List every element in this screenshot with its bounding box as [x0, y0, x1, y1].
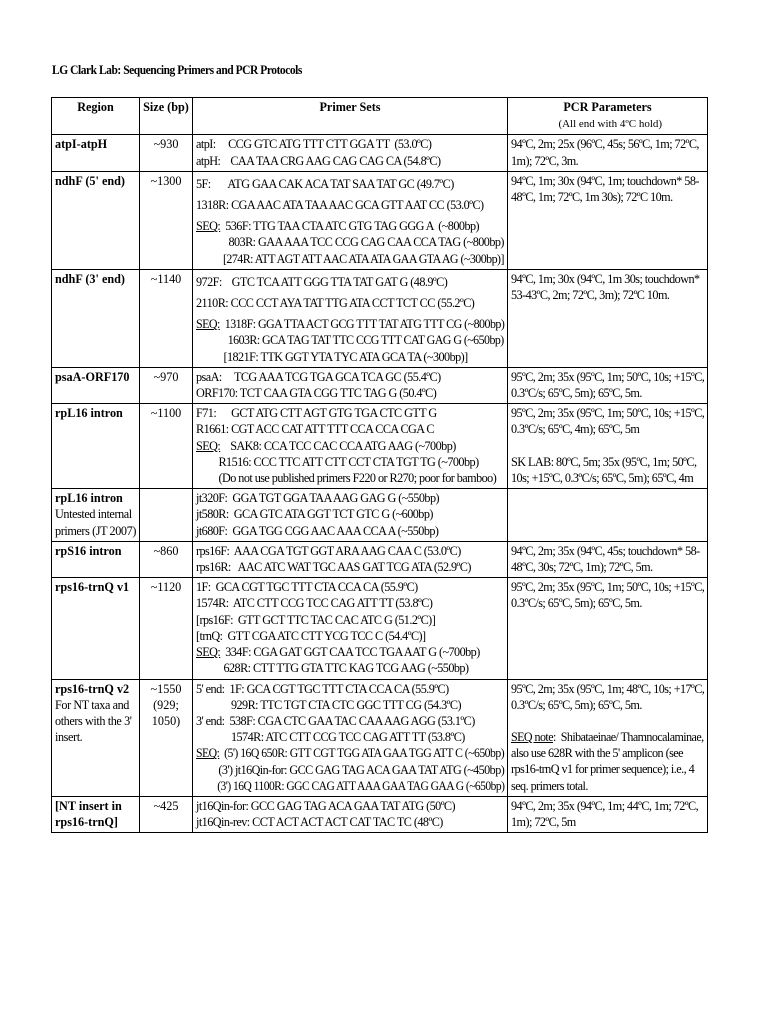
region-cell	[52, 135, 140, 171]
pcr-cell	[508, 796, 708, 832]
size-cell	[140, 541, 193, 577]
seq-label: SEQ:	[196, 746, 220, 761]
pcr-line: 95ºC, 2m; 35x (95ºC, 1m; 50ºC, 10s; +15ºC,	[511, 580, 705, 595]
pcr-line: 94ºC, 2m; 35x (94ºC, 45s; touchdown* 58-	[511, 543, 700, 558]
region-cell	[52, 171, 140, 269]
primer-line: rps16R: AAC ATC WAT TGC AAS GAT TCG ATA (52.9ºC)	[196, 560, 471, 575]
size-cell	[140, 679, 193, 796]
pcr-cell	[508, 578, 708, 679]
primer-line: rps16F: AAA CGA TGT GGT ARA AAG CAA C (53.0ºC)	[196, 543, 461, 558]
size-value: ~930	[153, 137, 179, 152]
primer-line: 2110R: CCC CCT AYA TAT TTG ATA CCT TCT CC (55.2ºC)	[196, 296, 475, 311]
region-note: For NT taxa and	[55, 697, 129, 712]
region-name: ndhF (5' end)	[55, 173, 125, 188]
primer-line: 1574R: ATC CTT CCG TCC CAG ATT TT (53.8ºC)	[196, 730, 465, 745]
primer-line: SEQ: 1318F: GGA TTA ACT GCG TTT TAT ATG TTT CG (~800bp)	[196, 317, 505, 332]
primer-line: R1516: CCC TTC ATT CTT CCT CTA TGT TG (~700bp)	[196, 454, 479, 469]
primer-line: 803R: GAA AAA TCC CCG CAG CAA CCA TAG (~800bp)	[196, 235, 504, 250]
primers-cell	[193, 135, 508, 171]
primer-line: atpI: CCG GTC ATG TTT CTT GGA TT (53.0ºC)	[196, 137, 432, 152]
size-value: ~860	[153, 543, 179, 558]
primers-table	[51, 97, 708, 833]
primer-line: jt16Qin-rev: CCT ACT ACT ACT CAT TAC TC (48ºC)	[196, 815, 443, 830]
pcr-line: 0.3ºC/s; 65ºC, 5m); 65ºC, 5m.	[511, 596, 642, 611]
size-value: ~1120	[150, 580, 182, 595]
header-pcr-label: PCR Parameters	[563, 100, 652, 114]
primer-line: SEQ: 334F: CGA GAT GGT CAA TCC TGA AAT G (~700bp)	[196, 645, 480, 660]
size-value: ~1100	[150, 406, 182, 421]
pcr-line: seq. primers total.	[511, 778, 588, 793]
table-row	[52, 796, 708, 832]
primer-line: jt320F: GGA TGT GGA TAA AAG GAG G (~550bp)	[196, 491, 439, 506]
primer-line: [rps16F: GTT GCT TTC TAC CAC ATC G (51.2ºC)]	[196, 612, 436, 627]
primer-line: ORF170: TCT CAA GTA CGG TTC TAG G (50.4ºC)	[196, 386, 437, 401]
size-value: ~425	[153, 798, 179, 813]
pcr-line: 48ºC, 30s; 72ºC, 1m); 72ºC, 5m.	[511, 560, 653, 575]
table-row	[52, 489, 708, 542]
primer-line: SEQ: (5') 16Q 650R: GTT CGT TGG ATA GAA TGG ATT C (~650bp)	[196, 746, 505, 761]
primer-line: 628R: CTT TTG GTA TTC KAG TCG AAG (~550bp)	[196, 661, 469, 676]
size-cell	[140, 269, 193, 367]
pcr-line: 94ºC, 2m; 25x (96ºC, 45s; 56ºC, 1m; 72ºC,	[511, 137, 699, 152]
size-cell	[140, 135, 193, 171]
size-value: ~1140	[150, 271, 182, 286]
header-primers: Primer Sets	[193, 98, 508, 135]
pcr-cell	[508, 367, 708, 403]
pcr-line: rps16-trnQ v1 for primer sequence); i.e., 4	[511, 762, 695, 777]
region-name: [NT insert in	[55, 798, 122, 813]
size-cell	[140, 578, 193, 679]
region-cell	[52, 578, 140, 679]
pcr-line: 95ºC, 2m; 35x (95ºC, 1m; 50ºC, 10s; +15ºC,	[511, 369, 705, 384]
table-row	[52, 135, 708, 171]
primers-cell	[193, 404, 508, 489]
pcr-cell	[508, 171, 708, 269]
size-cell	[140, 796, 193, 832]
table-row	[52, 541, 708, 577]
size-note: (929;	[153, 697, 179, 712]
size-value: ~970	[153, 369, 179, 384]
region-cell	[52, 404, 140, 489]
region-name: atpI-atpH	[55, 137, 108, 152]
primer-line: jt580R: GCA GTC ATA GGT TCT GTC G (~600bp)	[196, 507, 433, 522]
primer-line: psaA: TCG AAA TCG TGA GCA TCA GC (55.4ºC)	[196, 369, 441, 384]
pcr-cell	[508, 679, 708, 796]
primer-line: (3') jt16Qin-for: GCC GAG TAG ACA GAA TAT ATG (~450bp)	[196, 762, 505, 777]
size-cell	[140, 489, 193, 542]
pcr-line: 95ºC, 2m; 35x (95ºC, 1m; 48ºC, 10s; +17ºC,	[511, 681, 705, 696]
table-row	[52, 679, 708, 796]
region-name: rpL16 intron	[55, 491, 123, 506]
pcr-line: 1m); 72ºC, 3m.	[511, 153, 579, 168]
primer-line: [trnQ: GTT CGA ATC CTT YCG TCC C (54.4ºC)]	[196, 628, 426, 643]
size-value: ~1550	[150, 681, 182, 696]
pcr-line: 0.3ºC/s; 65ºC, 4m); 65ºC, 5m	[511, 422, 640, 437]
primer-line: 1603R: GCA TAG TAT TTC CCG TTT CAT GAG G (~650bp)	[196, 333, 504, 348]
region-cell	[52, 679, 140, 796]
region-name: rps16-trnQ v2	[55, 681, 130, 696]
seq-note-label: SEQ note	[511, 729, 554, 744]
pcr-line: also use 628R with the 5' amplicon (see	[511, 746, 683, 761]
pcr-line: 48ºC, 1m; 72ºC, 1m 30s); 72ºC 10m.	[511, 190, 673, 205]
seq-label: SEQ:	[196, 219, 221, 234]
header-size: Size (bp)	[140, 98, 193, 135]
table-row	[52, 578, 708, 679]
primers-cell	[193, 796, 508, 832]
region-name: rpS16 intron	[55, 543, 122, 558]
primers-cell	[193, 679, 508, 796]
pcr-cell	[508, 404, 708, 489]
primer-line: 972F: GTC TCA ATT GGG TTA TAT GAT G (48.9ºC)	[196, 274, 448, 289]
table-row	[52, 404, 708, 489]
primer-line: 5F: ATG GAA CAK ACA TAT SAA TAT GC (49.7ºC)	[196, 176, 454, 191]
pcr-line: 94ºC, 2m; 35x (94ºC, 1m; 44ºC, 1m; 72ºC,	[511, 798, 699, 813]
primers-cell	[193, 541, 508, 577]
pcr-line: 0.3ºC/s; 65ºC, 5m); 65ºC, 5m.	[511, 697, 642, 712]
primers-cell	[193, 171, 508, 269]
pcr-line: 53-43ºC, 2m; 72ºC, 3m); 72ºC 10m.	[511, 288, 670, 303]
size-cell	[140, 404, 193, 489]
pcr-cell	[508, 269, 708, 367]
pcr-line: 94ºC, 1m; 30x (94ºC, 1m; touchdown* 58-	[511, 173, 699, 188]
primer-line: 929R: TTC TGT CTA CTC GGC TTT CG (54.3ºC)	[196, 697, 461, 712]
primer-line: 5' end: 1F: GCA CGT TGC TTT CTA CCA CA (55.9ºC)	[196, 681, 449, 696]
header-pcr	[508, 98, 708, 135]
region-cell	[52, 269, 140, 367]
region-note: others with the 3'	[55, 713, 132, 728]
primer-line: jt16Qin-for: GCC GAG TAG ACA GAA TAT ATG (50ºC)	[196, 798, 456, 813]
pcr-line: 95ºC, 2m; 35x (95ºC, 1m; 50ºC, 10s; +15ºC,	[511, 406, 705, 421]
primer-line: [274R: ATT AGT ATT AAC ATA ATA GAA GTA AG (~300bp)]	[196, 251, 504, 266]
size-note: 1050)	[151, 713, 181, 728]
primer-line: F71: GCT ATG CTT AGT GTG TGA CTC GTT G	[196, 406, 437, 421]
header-pcr-note: (All end with 4ºC hold)	[552, 118, 663, 131]
table-row	[52, 171, 708, 269]
region-cell	[52, 796, 140, 832]
region-cell	[52, 367, 140, 403]
size-cell	[140, 171, 193, 269]
primers-cell	[193, 578, 508, 679]
primer-note: (Do not use published primers F220 or R270; poor for bamboo)	[196, 471, 497, 486]
pcr-line: 1m); 72ºC, 5m	[511, 815, 576, 830]
page-title: LG Clark Lab: Sequencing Primers and PCR Protocols	[52, 63, 302, 77]
region-name: rps16-trnQ]	[55, 815, 118, 830]
primer-line: [1821F: TTK GGT YTA TYC ATA GCA TA (~300bp)]	[196, 349, 468, 364]
region-cell	[52, 489, 140, 542]
primer-line: jt680F: GGA TGG CGG AAC AAA CCA A (~550bp)	[196, 523, 439, 538]
region-name: ndhF (3' end)	[55, 271, 125, 286]
primer-line: (3') 16Q 1100R: GGC CAG ATT AAA GAA TAG GAA G (~650bp)	[196, 778, 505, 793]
pcr-cell	[508, 489, 708, 542]
region-note: insert.	[55, 730, 83, 745]
primer-line: 1318R: CGA AAC ATA TAA AAC GCA GTT AAT CC (53.0ºC)	[196, 198, 484, 213]
size-cell	[140, 367, 193, 403]
table-row	[52, 367, 708, 403]
region-name: rpL16 intron	[55, 406, 123, 421]
primer-line: atpH: CAA TAA CRG AAG CAG CAG CA (54.8ºC)	[196, 153, 441, 168]
primers-cell	[193, 489, 508, 542]
seq-label: SEQ:	[196, 645, 221, 660]
primers-cell	[193, 367, 508, 403]
primer-line: 3' end: 538F: CGA CTC GAA TAC CAA AAG AGG (53.1ºC)	[196, 713, 475, 728]
pcr-cell	[508, 135, 708, 171]
seq-label: SEQ:	[196, 317, 220, 332]
region-note: Untested internal	[55, 507, 132, 522]
seq-label: SEQ:	[196, 438, 221, 453]
region-cell	[52, 541, 140, 577]
table-row	[52, 269, 708, 367]
pcr-line: SK LAB: 80ºC, 5m; 35x (95ºC, 1m; 50ºC,	[511, 454, 697, 469]
primer-line: SEQ: SAK8: CCA TCC CAC CCA ATG AAG (~700bp)	[196, 438, 456, 453]
region-name: psaA-ORF170	[55, 369, 130, 384]
size-value: ~1300	[150, 173, 182, 188]
primers-cell	[193, 269, 508, 367]
pcr-line: 10s; +15ºC, 0.3ºC/s; 65ºC, 5m); 65ºC, 4m	[511, 470, 694, 485]
primer-line: SEQ: 536F: TTG TAA CTA ATC GTG TAG GGG A (~800bp)	[196, 219, 480, 234]
table-header-row	[52, 98, 708, 135]
primer-line: R1661: CGT ACC CAT ATT TTT CCA CCA CGA C	[196, 422, 434, 437]
pcr-line: 0.3ºC/s; 65ºC, 5m); 65ºC, 5m.	[511, 386, 642, 401]
primer-line: 1574R: ATC CTT CCG TCC CAG ATT TT (53.8ºC)	[196, 596, 433, 611]
region-note: primers (JT 2007)	[55, 523, 136, 538]
pcr-cell	[508, 541, 708, 577]
primer-line: 1F: GCA CGT TGC TTT CTA CCA CA (55.9ºC)	[196, 580, 418, 595]
pcr-line: SEQ note: Shibataeinae/ Thamnocalaminae,	[511, 729, 704, 744]
region-name: rps16-trnQ v1	[55, 580, 130, 595]
header-region: Region	[52, 98, 140, 135]
pcr-line: 94ºC, 1m; 30x (94ºC, 1m 30s; touchdown*	[511, 271, 700, 286]
